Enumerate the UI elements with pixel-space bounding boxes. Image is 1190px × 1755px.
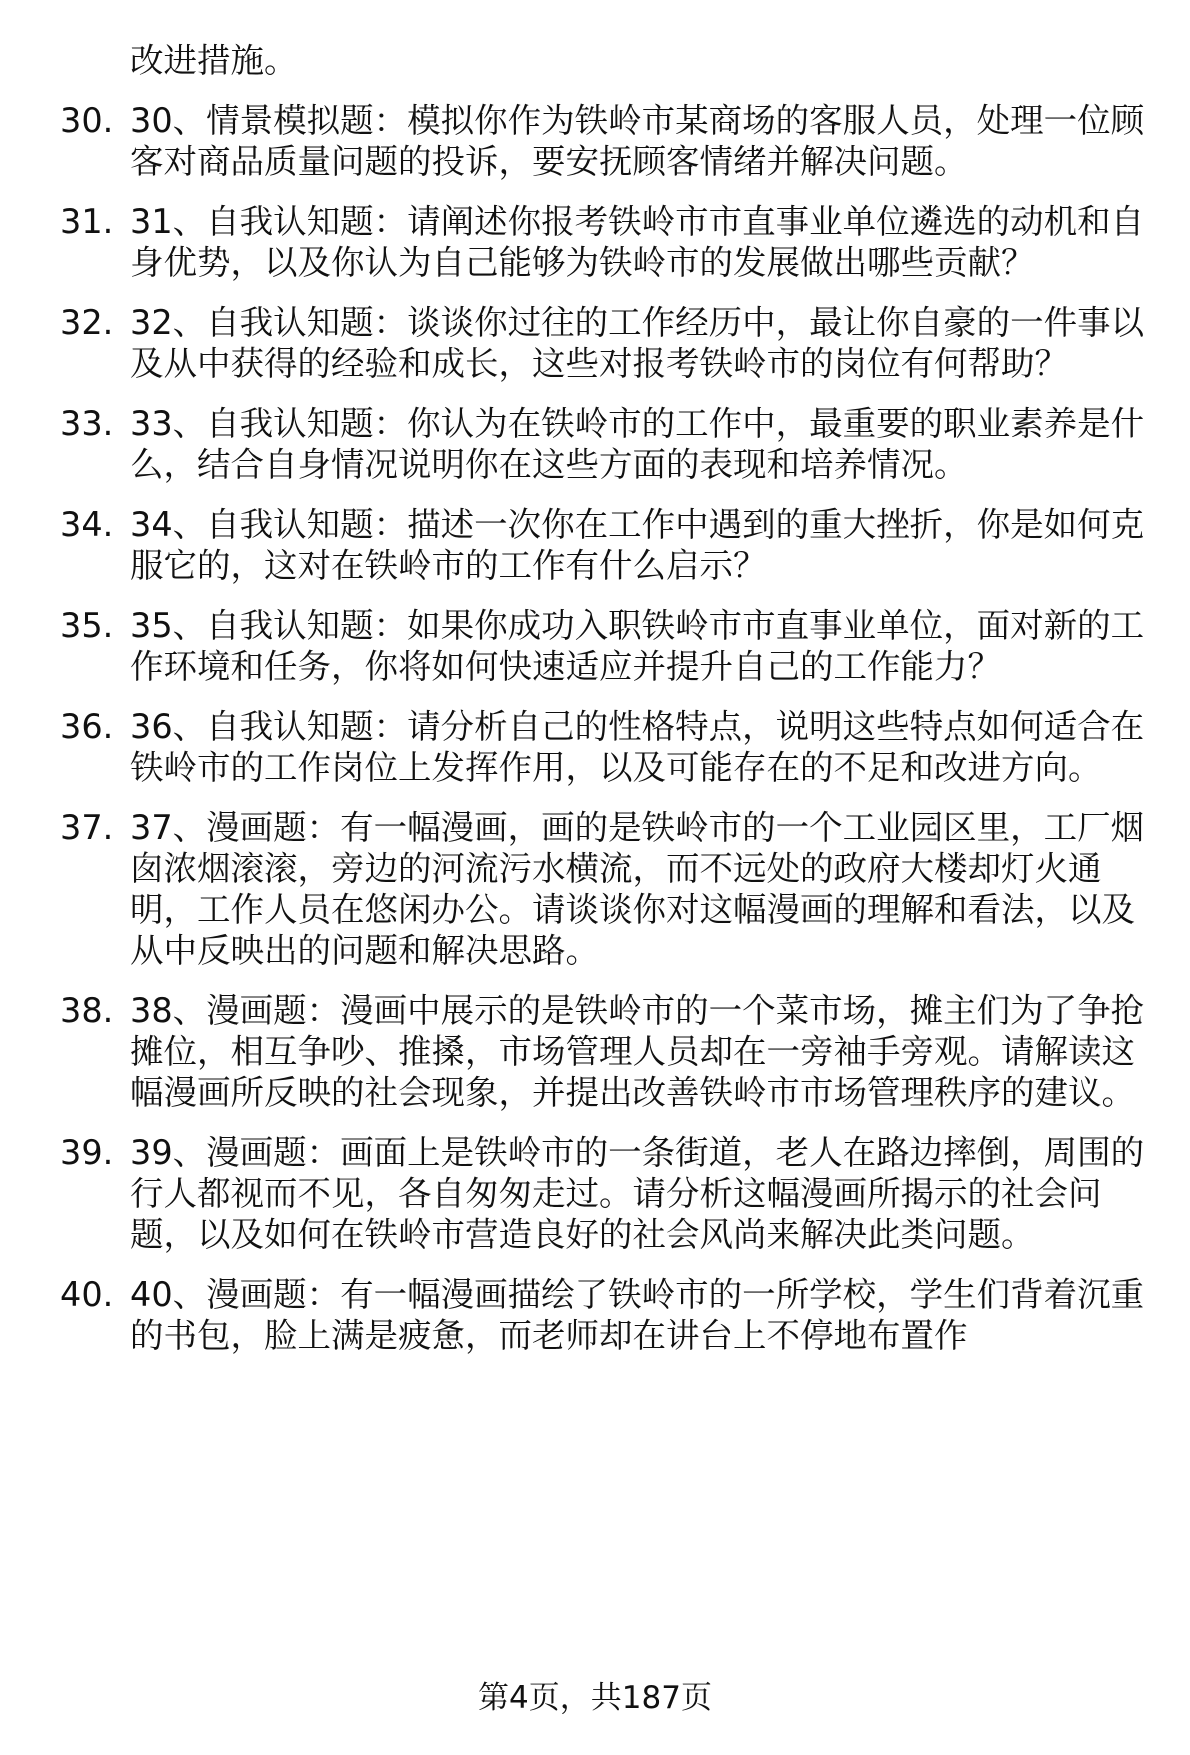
list-item: [60, 1132, 1150, 1255]
item-number: 32.: [60, 303, 114, 342]
item-text: 38、漫画题：漫画中展示的是铁岭市的一个菜市场，摊主们为了争抢摊位，相互争吵、推搡，市场管理人员却在一旁袖手旁观。请解读这幅漫画所反映的社会现象，并提出改善铁岭市市场管理秩序的建议。: [130, 991, 1145, 1112]
page-footer: 第4页，共187页: [478, 1680, 712, 1716]
item-number: 39.: [60, 1133, 114, 1172]
list-item: [60, 100, 1150, 182]
list-item: [60, 403, 1150, 485]
item-number: 38.: [60, 991, 114, 1030]
list-item: [60, 1274, 1150, 1356]
item-text: 32、自我认知题：谈谈你过往的工作经历中，最让你自豪的一件事以及从中获得的经验和成长，这些对报考铁岭市的岗位有何帮助？: [130, 303, 1145, 383]
list-item: [60, 302, 1150, 384]
item-text: 35、自我认知题：如果你成功入职铁岭市市直事业单位，面对新的工作环境和任务，你将如何快速适应并提升自己的工作能力？: [130, 606, 1145, 686]
item-number: 35.: [60, 606, 114, 645]
item-number: 31.: [60, 202, 114, 241]
item-text: 39、漫画题：画面上是铁岭市的一条街道，老人在路边摔倒，周围的行人都视而不见，各自匆匆走过。请分析这幅漫画所揭示的社会问题，以及如何在铁岭市营造良好的社会风尚来解决此类问题。: [130, 1133, 1145, 1254]
item-number: 34.: [60, 505, 114, 544]
list-item: [60, 706, 1150, 788]
item-text: 30、情景模拟题：模拟你作为铁岭市某商场的客服人员，处理一位顾客对商品质量问题的投诉，要安抚顾客情绪并解决问题。: [130, 101, 1145, 181]
item-number: 40.: [60, 1275, 114, 1314]
item-text: 33、自我认知题：你认为在铁岭市的工作中，最重要的职业素养是什么，结合自身情况说明你在这些方面的表现和培养情况。: [130, 404, 1145, 484]
list-item: [60, 201, 1150, 283]
list-item: [60, 990, 1150, 1113]
list-item: [60, 504, 1150, 586]
item-number: 30.: [60, 101, 114, 140]
item-text: 34、自我认知题：描述一次你在工作中遇到的重大挫折，你是如何克服它的，这对在铁岭市的工作有什么启示？: [130, 505, 1145, 585]
item-number: 36.: [60, 707, 114, 746]
item-text: 40、漫画题：有一幅漫画描绘了铁岭市的一所学校，学生们背着沉重的书包，脸上满是疲惫，而老师却在讲台上不停地布置作: [130, 1275, 1145, 1355]
item-text: 31、自我认知题：请阐述你报考铁岭市市直事业单位遴选的动机和自身优势，以及你认为自己能够为铁岭市的发展做出哪些贡献？: [130, 202, 1145, 282]
continuation-text: 改进措施。: [130, 41, 298, 80]
question-list: [60, 40, 1150, 1375]
item-number: 33.: [60, 404, 114, 443]
item-text: 37、漫画题：有一幅漫画，画的是铁岭市的一个工业园区里，工厂烟囱浓烟滚滚，旁边的河流污水横流，而不远处的政府大楼却灯火通明，工作人员在悠闲办公。请谈谈你对这幅漫画的理解和看法，以及从中反映出的问题和解决思路。: [130, 808, 1145, 970]
item-number: 37.: [60, 808, 114, 847]
item-text: 36、自我认知题：请分析自己的性格特点，说明这些特点如何适合在铁岭市的工作岗位上发挥作用，以及可能存在的不足和改进方向。: [130, 707, 1145, 787]
list-item: [60, 605, 1150, 687]
list-item: [60, 807, 1150, 971]
